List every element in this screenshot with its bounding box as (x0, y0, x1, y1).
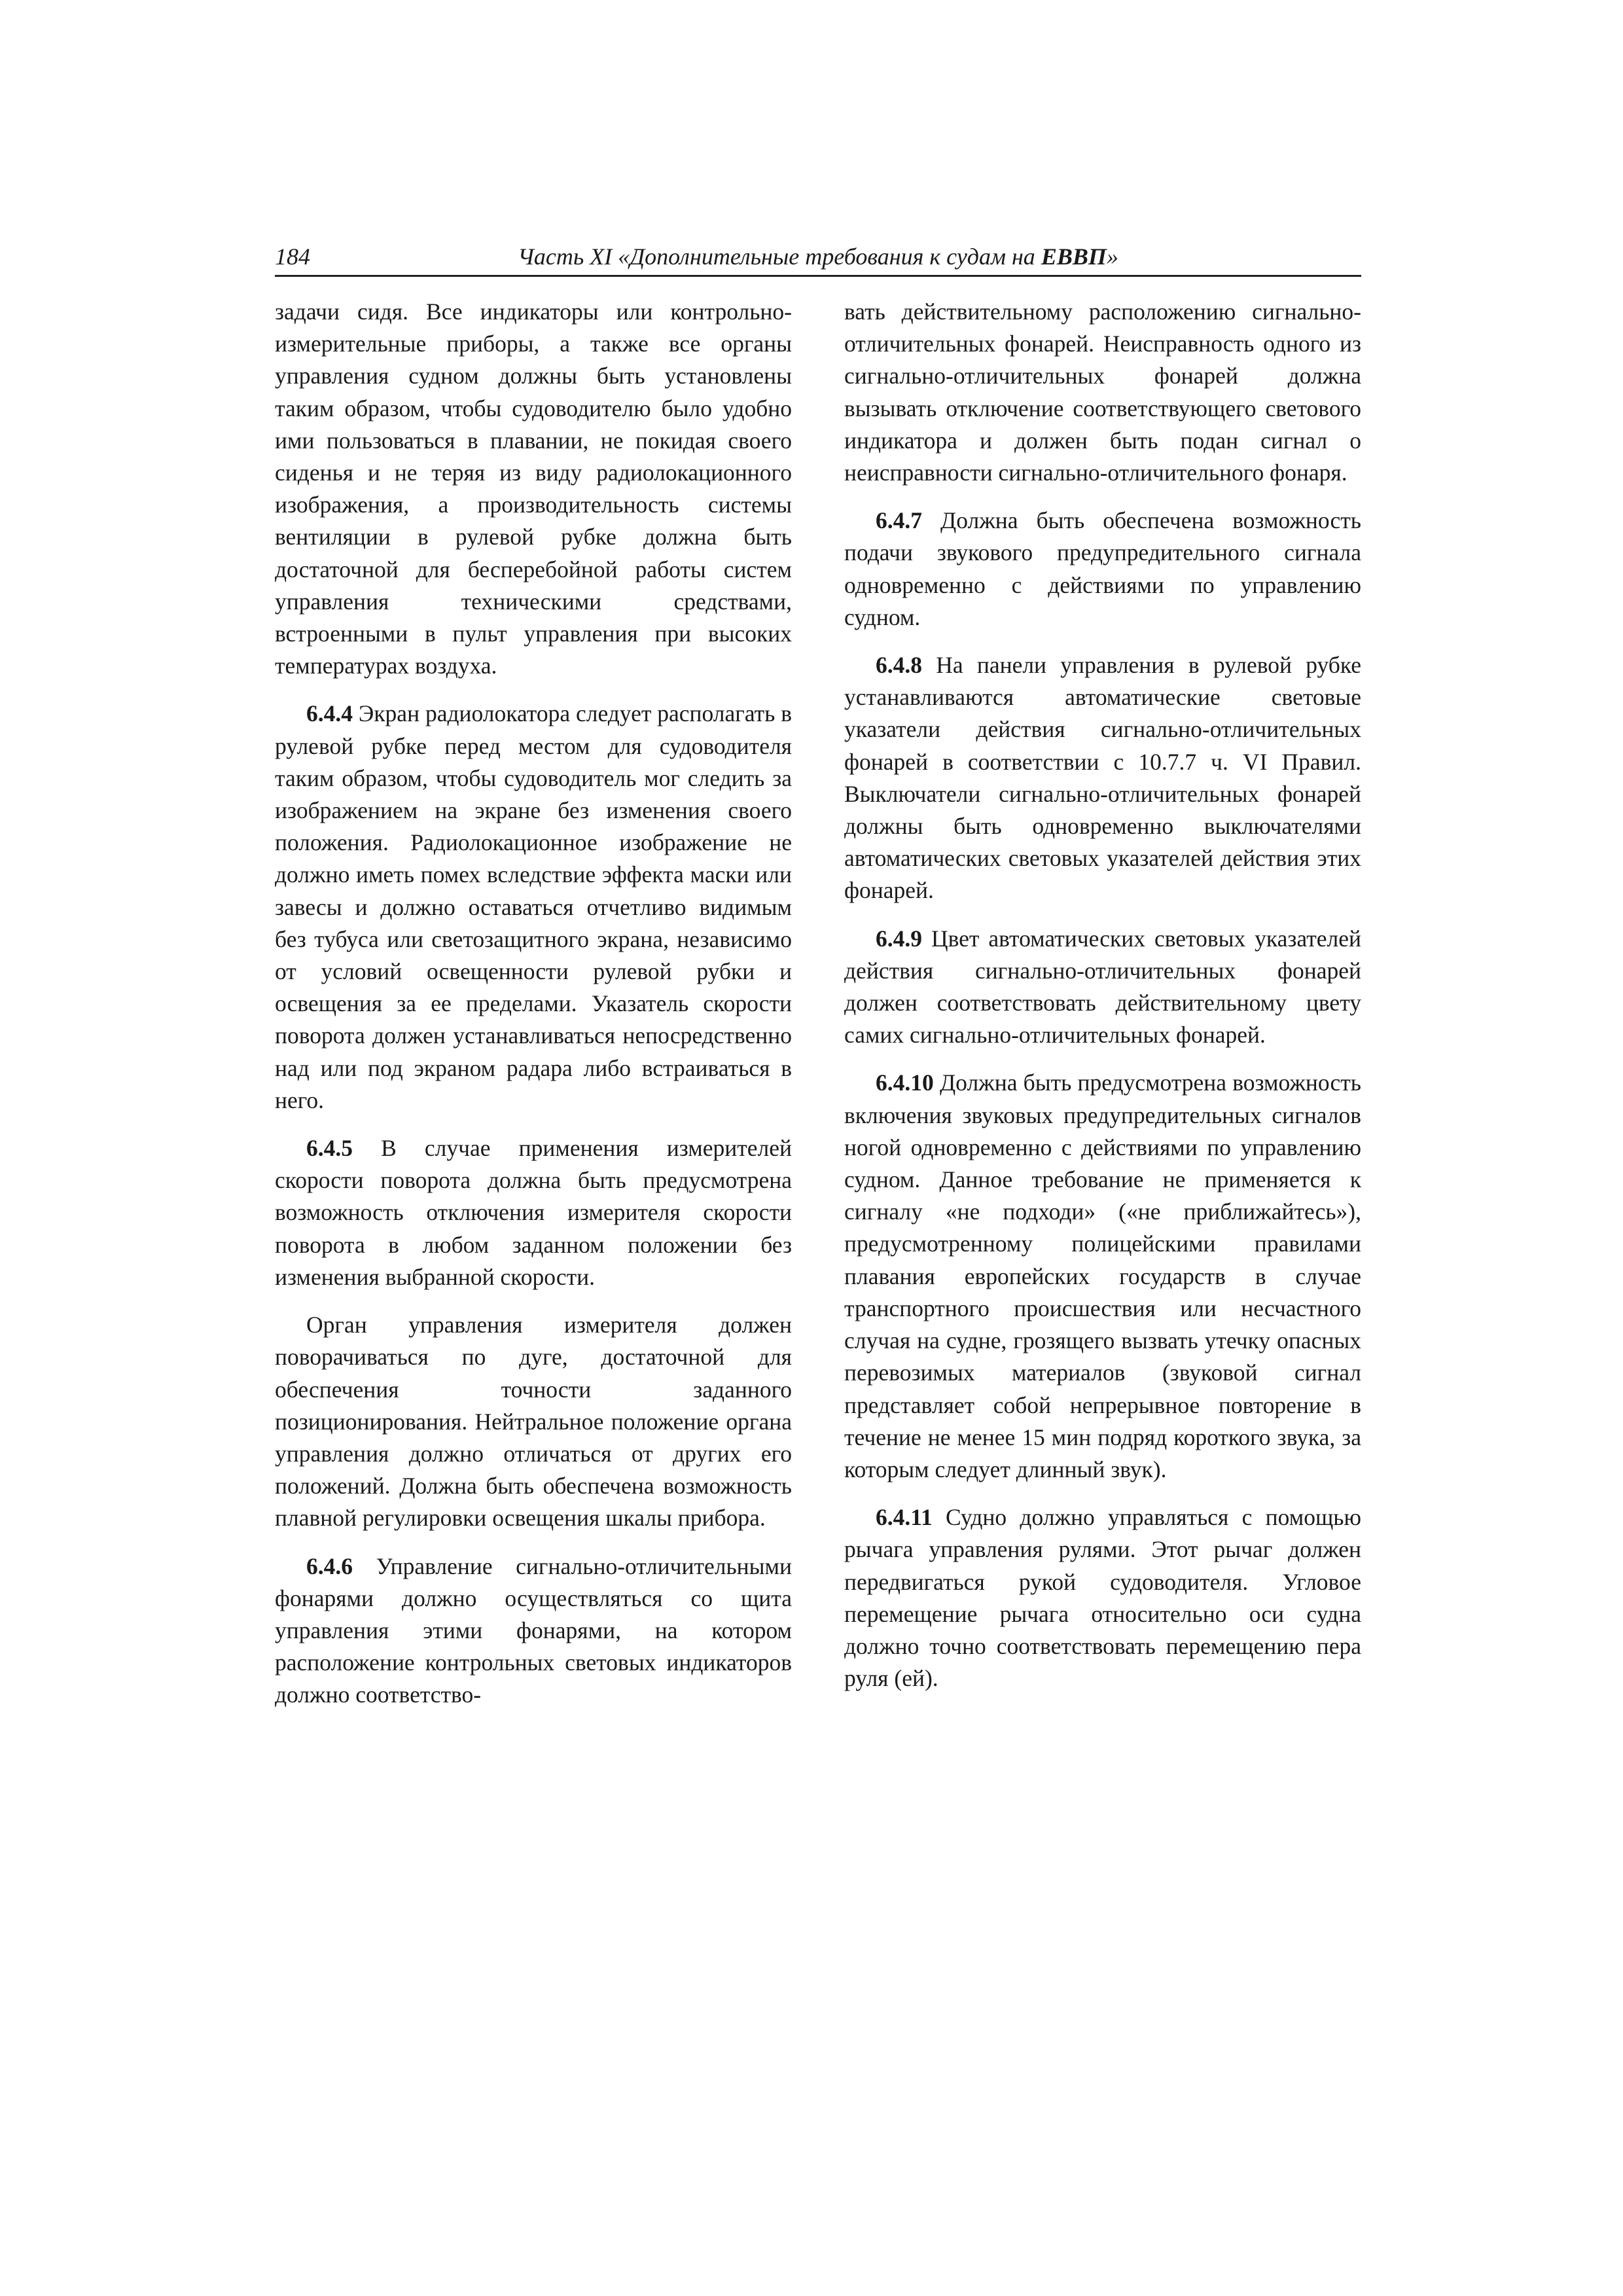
running-title-suffix: » (1106, 243, 1118, 270)
paragraph (844, 1501, 1361, 1695)
paragraph (275, 1551, 792, 1712)
paragraph (275, 1132, 792, 1293)
page-header (275, 242, 1361, 277)
clause-number: 6.4.10 (876, 1069, 934, 1096)
running-title-bold: ЕВВП (1041, 243, 1107, 270)
clause-number: 6.4.5 (306, 1135, 353, 1162)
paragraph-text: задачи сидя. Все индикаторы или контрольно-измерительные приборы, а также все органы управления судном должны быть установлены таким образом, чтобы судоводителю было удобно ими пользоваться в плавании, не покидая своего сиденья и не теряя из виду радиолокационного изображения, а производительность системы вентиляции в рулевой рубке должна быть достаточной для бесперебойной работы систем управления техническими средствами, встроенными в пульт управления при высоких температурах воздуха. (275, 298, 792, 679)
paragraph-text: Должна быть предусмотрена возможность включения звуковых предупредительных сигналов ногой одновременно с действиями по управлению судном. Данное требование не применяется к сигналу «не подходи» («не приближайтесь»), предусмотренному полицейскими правилами плавания европейских государств в случае транспортного происшествия или несчастного случая на судне, грозящего вызвать утечку опасных перевозимых материалов (звуковой сигнал представляет собой непрерывное повторение в течение не менее 15 мин подряд короткого звука, за которым следует длинный звук). (844, 1069, 1361, 1482)
paragraph-text: Должна быть обеспечена возможность подачи звукового предупредительного сигнала одновременно с действиями по управлению судном. (844, 507, 1361, 630)
paragraph (275, 296, 792, 682)
paragraph-text: В случае применения измерителей скорости поворота должна быть предусмотрена возможность отключения измерителя скорости поворота в любом заданном положении без изменения выбранной скорости. (275, 1135, 792, 1290)
paragraph-text: Орган управления измерителя должен поворачиваться по дуге, достаточной для обеспечения точности заданного позиционирования. Нейтральное положение органа управления должно отличаться от других его положений. Должна быть обеспечена возможность плавной регулировки освещения шкалы прибора. (275, 1312, 792, 1532)
clause-number: 6.4.11 (876, 1504, 933, 1531)
page-number: 184 (275, 243, 310, 270)
paragraph-text: Цвет автоматических световых указателей действия сигнально-отличительных фонарей должен соответствовать действительному цвету самих сигнально-отличительных фонарей. (844, 925, 1361, 1049)
paragraph (844, 296, 1361, 489)
paragraph-text: вать действительному расположению сигнально-отличительных фонарей. Неисправность одного из сигнально-отличительных фонарей должна вызывать отключение соответствующего светового индикатора и должен быть подан сигнал о неисправности сигнально-отличительного фонаря. (844, 298, 1361, 486)
clause-number: 6.4.8 (876, 652, 922, 679)
left-column (275, 296, 792, 1727)
paragraph (844, 649, 1361, 907)
paragraph-text: На панели управления в рулевой рубке устанавливаются автоматические световые указатели действия сигнально-отличительных фонарей в соответствии с 10.7.7 ч. VI Правил. Выключатели сигнально-отличительных фонарей должны быть одновременно выключателями автоматических световых указателей действия этих фонарей. (844, 652, 1361, 904)
paragraph (275, 1309, 792, 1534)
clause-number: 6.4.4 (306, 700, 353, 727)
paragraph (844, 1067, 1361, 1486)
paragraph (275, 698, 792, 1117)
clause-number: 6.4.7 (876, 507, 922, 534)
paragraph (844, 505, 1361, 634)
running-title (275, 242, 1361, 271)
paragraph-text: Судно должно управляться с помощью рычага управления рулями. Этот рычаг должен передвигаться рукой судоводителя. Угловое перемещение рычага относительно оси судна должно точно соответствовать перемещению пера руля (ей). (844, 1504, 1361, 1692)
running-title-prefix: Часть XI «Дополнительные требования к судам на (518, 243, 1041, 270)
clause-number: 6.4.6 (306, 1552, 353, 1579)
paragraph (844, 923, 1361, 1052)
clause-number: 6.4.9 (876, 925, 922, 952)
paragraph-text: Экран радиолокатора следует располагать в рулевой рубке перед местом для судоводителя таким образом, чтобы судоводитель мог следить за изображением на экране без изменения своего положения. Радиолокационное изображение не должно иметь помех вследствие эффекта маски или завесы и должно оставаться отчетливо видимым без тубуса или светозащитного экрана, независимо от условий освещенности рулевой рубки и освещения за ее пределами. Указатель скорости поворота должен устанавливаться непосредственно над или под экраном радара либо встраиваться в него. (275, 700, 792, 1113)
paragraph-text: Управление сигнально-отличительными фонарями должно осуществляться со щита управления этими фонарями, на котором расположение контрольных световых индикаторов должно соответство- (275, 1552, 792, 1708)
right-column (844, 296, 1361, 1710)
